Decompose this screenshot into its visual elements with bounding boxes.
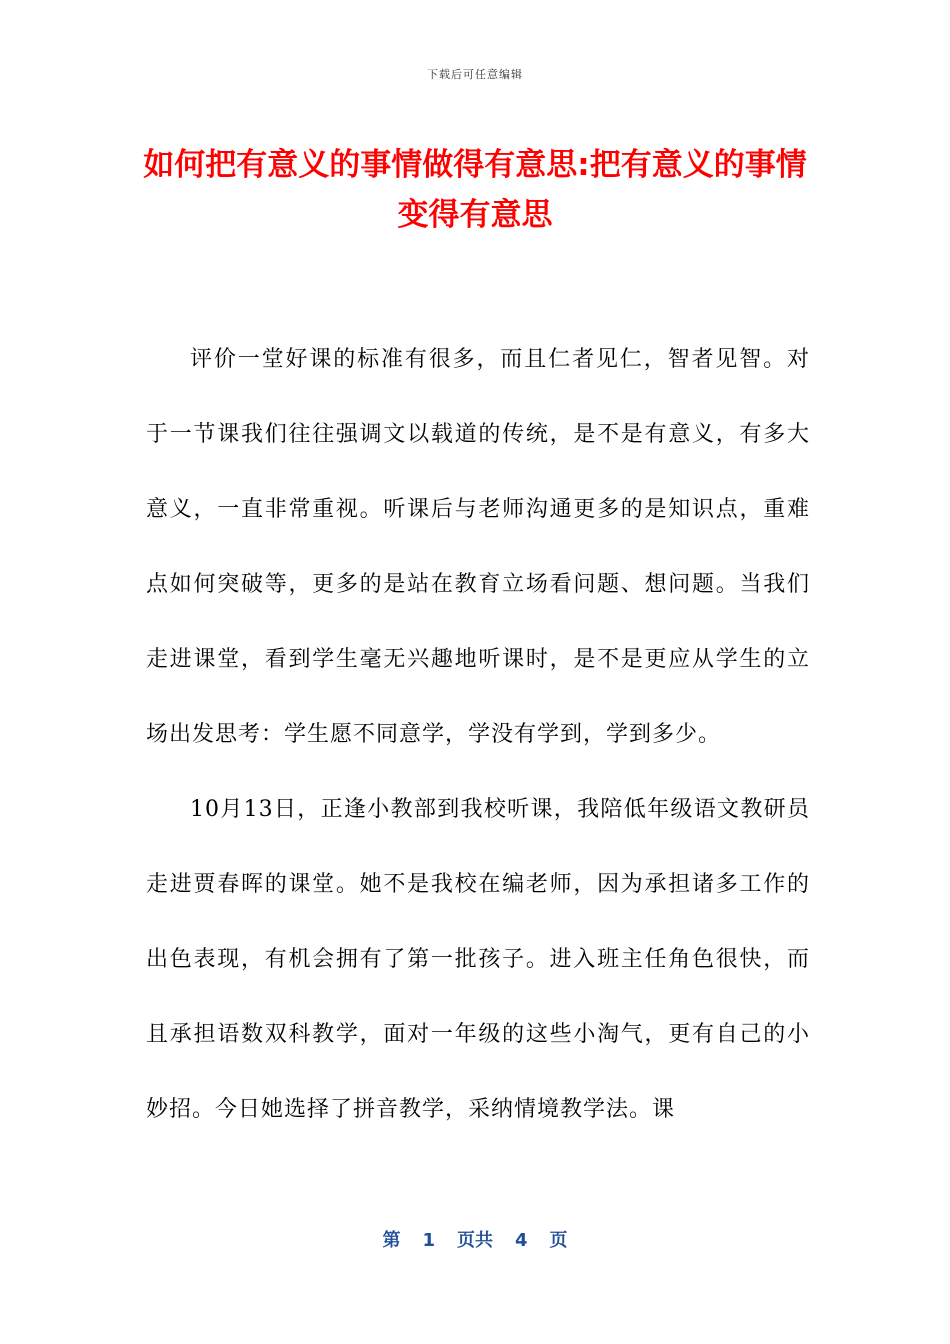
paragraph-1: 评价一堂好课的标准有很多，而且仁者见仁，智者见智。对于一节课我们往往强调文以载道的传统，是不是有意义，有多大意义，一直非常重视。听课后与老师沟通更多的是知识点，重难点如何突破等，更多的是站在教育立场看问题、想问题。当我们走进课堂，看到学生毫无兴趣地听课时，是不是更应从学生的立场出发思考：学生愿不同意学，学没有学到，学到多少。 bbox=[146, 347, 810, 747]
footer-prefix: 第 bbox=[382, 1230, 401, 1251]
footer-suffix: 页 bbox=[549, 1230, 568, 1251]
paragraph-2: 10月13日，正逢小教部到我校听课，我陪低年级语文教研员走进贾春晖的课堂。她不是我校在编老师，因为承担诸多工作的出色表现，有机会拥有了第一批孩子。进入班主任角色很快，而且承担语数双科教学，面对一年级的这些小淘气，更有自己的小妙招。今日她选择了拼音教学，采纳情境教学法。课 bbox=[146, 797, 810, 1122]
header-note: 下载后可任意编辑 bbox=[427, 68, 523, 81]
footer-current-page: 1 bbox=[422, 1230, 435, 1251]
document-title: 如何把有意义的事情做得有意思:把有意义的事情变得有意思 bbox=[143, 147, 807, 233]
page-footer bbox=[0, 1226, 950, 1252]
document-body bbox=[146, 322, 810, 1147]
footer-total-pages: 4 bbox=[515, 1230, 528, 1251]
footer-middle: 页共 bbox=[457, 1230, 493, 1251]
